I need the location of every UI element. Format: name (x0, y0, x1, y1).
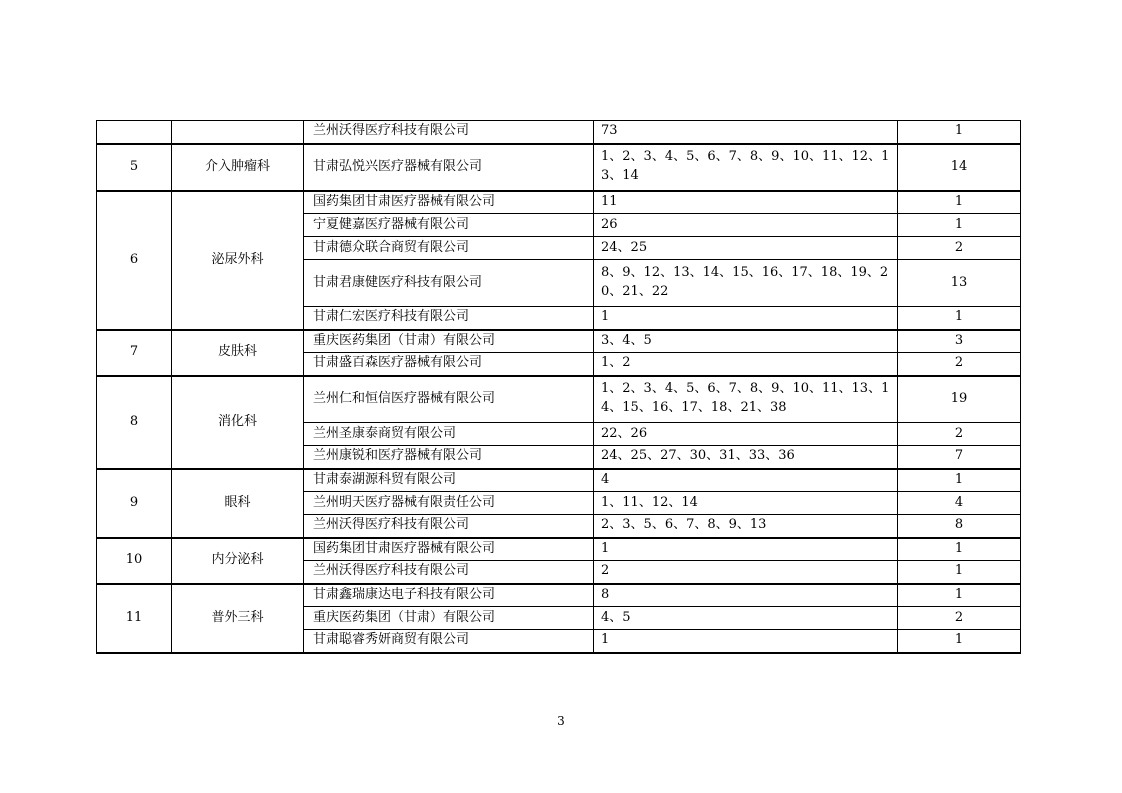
table-row (97, 376, 1021, 423)
company-cell: 甘肃鑫瑞康达电子科技有限公司 (304, 584, 594, 607)
items-cell: 2、3、5、6、7、8、9、13 (594, 515, 898, 538)
quantity-cell: 1 (898, 191, 1021, 214)
items-cell: 4、5 (594, 607, 898, 630)
items-cell: 1 (594, 630, 898, 653)
quantity-cell: 4 (898, 492, 1021, 515)
items-cell: 73 (594, 121, 898, 144)
company-cell: 国药集团甘肃医疗器械有限公司 (304, 191, 594, 214)
quantity-cell: 2 (898, 237, 1021, 260)
page-number: 3 (557, 714, 565, 728)
quantity-cell: 2 (898, 607, 1021, 630)
table-row (97, 469, 1021, 492)
company-cell: 甘肃泰湖源科贸有限公司 (304, 469, 594, 492)
company-cell: 兰州仁和恒信医疗器械有限公司 (304, 376, 594, 423)
company-cell: 国药集团甘肃医疗器械有限公司 (304, 538, 594, 561)
quantity-cell: 1 (898, 469, 1021, 492)
quantity-cell: 1 (898, 121, 1021, 144)
table-row (97, 538, 1021, 561)
company-cell: 甘肃聪睿秀妍商贸有限公司 (304, 630, 594, 653)
quantity-cell: 8 (898, 515, 1021, 538)
items-cell: 8、9、12、13、14、15、16、17、18、19、20、21、22 (594, 260, 898, 307)
table-row (97, 121, 1021, 144)
items-cell: 1、2、3、4、5、6、7、8、9、10、11、13、14、15、16、17、18、21、38 (594, 376, 898, 423)
company-cell: 甘肃君康健医疗科技有限公司 (304, 260, 594, 307)
table-row (97, 584, 1021, 607)
company-cell: 宁夏健嘉医疗器械有限公司 (304, 214, 594, 237)
row-number: 8 (97, 376, 172, 469)
row-number: 5 (97, 144, 172, 191)
company-cell: 兰州明天医疗器械有限责任公司 (304, 492, 594, 515)
company-cell: 兰州圣康泰商贸有限公司 (304, 423, 594, 446)
department-cell: 普外三科 (172, 584, 304, 653)
department-cell: 介入肿瘤科 (172, 144, 304, 191)
items-cell: 1、2 (594, 353, 898, 376)
row-number (97, 121, 172, 144)
quantity-cell: 13 (898, 260, 1021, 307)
items-cell: 2 (594, 561, 898, 584)
row-number: 6 (97, 191, 172, 330)
items-cell: 1、2、3、4、5、6、7、8、9、10、11、12、13、14 (594, 144, 898, 191)
department-cell (172, 121, 304, 144)
table-row (97, 191, 1021, 214)
items-cell: 11 (594, 191, 898, 214)
company-cell: 甘肃仁宏医疗科技有限公司 (304, 307, 594, 330)
quantity-cell: 14 (898, 144, 1021, 191)
items-cell: 8 (594, 584, 898, 607)
company-cell: 兰州沃得医疗科技有限公司 (304, 561, 594, 584)
items-cell: 4 (594, 469, 898, 492)
quantity-cell: 1 (898, 561, 1021, 584)
row-number: 9 (97, 469, 172, 538)
row-number: 11 (97, 584, 172, 653)
department-cell: 内分泌科 (172, 538, 304, 584)
row-number: 10 (97, 538, 172, 584)
quantity-cell: 3 (898, 330, 1021, 353)
company-cell: 兰州康锐和医疗器械有限公司 (304, 446, 594, 469)
procurement-table (96, 120, 1021, 654)
row-number: 7 (97, 330, 172, 376)
quantity-cell: 2 (898, 353, 1021, 376)
company-cell: 甘肃盛百森医疗器械有限公司 (304, 353, 594, 376)
company-cell: 兰州沃得医疗科技有限公司 (304, 121, 594, 144)
items-cell: 1 (594, 538, 898, 561)
quantity-cell: 1 (898, 630, 1021, 653)
quantity-cell: 1 (898, 307, 1021, 330)
items-cell: 1 (594, 307, 898, 330)
items-cell: 3、4、5 (594, 330, 898, 353)
items-cell: 24、25 (594, 237, 898, 260)
quantity-cell: 1 (898, 584, 1021, 607)
company-cell: 甘肃弘悦兴医疗器械有限公司 (304, 144, 594, 191)
company-cell: 甘肃德众联合商贸有限公司 (304, 237, 594, 260)
company-cell: 重庆医药集团（甘肃）有限公司 (304, 607, 594, 630)
quantity-cell: 19 (898, 376, 1021, 423)
quantity-cell: 7 (898, 446, 1021, 469)
quantity-cell: 1 (898, 214, 1021, 237)
items-cell: 24、25、27、30、31、33、36 (594, 446, 898, 469)
company-cell: 兰州沃得医疗科技有限公司 (304, 515, 594, 538)
table-row (97, 330, 1021, 353)
items-cell: 22、26 (594, 423, 898, 446)
quantity-cell: 2 (898, 423, 1021, 446)
items-cell: 1、11、12、14 (594, 492, 898, 515)
company-cell: 重庆医药集团（甘肃）有限公司 (304, 330, 594, 353)
quantity-cell: 1 (898, 538, 1021, 561)
department-cell: 泌尿外科 (172, 191, 304, 330)
table-row (97, 144, 1021, 191)
department-cell: 眼科 (172, 469, 304, 538)
department-cell: 消化科 (172, 376, 304, 469)
items-cell: 26 (594, 214, 898, 237)
department-cell: 皮肤科 (172, 330, 304, 376)
